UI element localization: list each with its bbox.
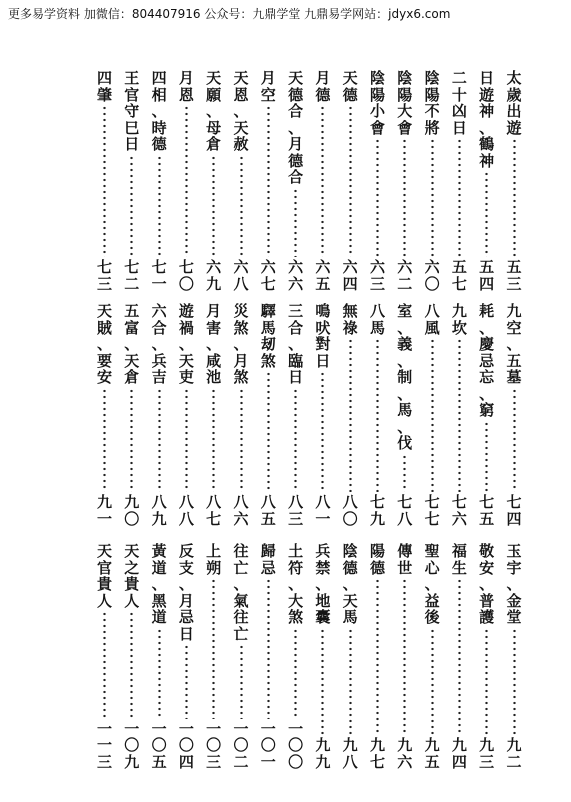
entry-page-number: 六 四	[342, 258, 358, 293]
entry-title: 室 、 義 、 制 、 馬 、 伐	[397, 302, 413, 452]
entry-page-number: 九 二	[506, 736, 522, 771]
toc-entry[interactable]	[94, 303, 116, 527]
toc-entry[interactable]	[476, 303, 498, 527]
toc-entry[interactable]	[339, 303, 361, 527]
entry-title: 三 合 、 臨 日	[288, 302, 304, 386]
dot-leader	[158, 628, 161, 719]
dot-leader	[103, 611, 106, 719]
dot-leader	[349, 628, 352, 736]
entry-title: 日 遊 神 、 鶴 神	[479, 69, 495, 170]
toc-entry[interactable]	[503, 303, 525, 527]
entry-page-number: 八 〇	[342, 493, 358, 528]
entry-page-number: 一 〇 一	[260, 719, 276, 771]
toc-entry[interactable]	[203, 70, 225, 292]
toc-entry[interactable]	[203, 303, 225, 527]
dot-leader	[321, 628, 324, 736]
dot-leader	[212, 578, 215, 719]
entry-title: 天 德	[342, 69, 358, 104]
dot-leader	[513, 388, 516, 493]
toc-entry[interactable]	[121, 303, 143, 527]
entry-title: 敬 安 、 普 護	[479, 542, 495, 626]
dot-leader	[513, 628, 516, 736]
entry-title: 遊 禍 、 天 吏	[178, 302, 194, 386]
dot-leader	[431, 138, 434, 257]
entry-page-number: 八 五	[260, 493, 276, 528]
entry-page-number: 九 三	[479, 736, 495, 771]
entry-page-number: 九 一	[96, 493, 112, 528]
toc-entry[interactable]	[175, 70, 197, 292]
entry-title: 四 相 、 時 德	[151, 69, 167, 153]
toc-entry[interactable]	[339, 70, 361, 292]
entry-page-number: 九 五	[424, 736, 440, 771]
entry-title: 聖 心 、 益 後	[424, 542, 440, 626]
dot-leader	[431, 628, 434, 736]
toc-entry[interactable]	[285, 70, 307, 292]
entry-title: 天 恩 、 天 赦	[233, 69, 249, 153]
dot-leader	[130, 611, 133, 719]
entry-title: 無 祿	[342, 302, 358, 337]
entry-page-number: 六 三	[369, 258, 385, 293]
entry-page-number: 六 九	[206, 258, 222, 293]
dot-leader	[130, 388, 133, 493]
toc-entry[interactable]	[476, 70, 498, 292]
toc-entry[interactable]	[257, 70, 279, 292]
toc-entry[interactable]	[448, 543, 470, 770]
entry-page-number: 六 〇	[424, 258, 440, 293]
entry-title: 二 十 凶 日	[451, 69, 467, 137]
entry-page-number: 一 〇 三	[206, 719, 222, 771]
entry-page-number: 七 九	[369, 493, 385, 528]
entry-page-number: 六 五	[315, 258, 331, 293]
toc-entry[interactable]	[94, 70, 116, 292]
dot-leader	[403, 578, 406, 735]
toc-entry[interactable]	[148, 70, 170, 292]
entry-title: 月 害 、 咸 池	[206, 302, 222, 386]
dot-leader	[376, 138, 379, 257]
entry-page-number: 八 九	[151, 493, 167, 528]
dot-leader	[267, 371, 270, 492]
entry-title: 往 亡 、 氣 往 亡	[233, 542, 249, 643]
entry-title: 月 恩	[178, 69, 194, 104]
toc-entry[interactable]	[394, 303, 416, 527]
entry-title: 反 支 、 月 忌 日	[178, 542, 194, 643]
entry-page-number: 七 四	[506, 493, 522, 528]
entry-page-number: 一 〇 二	[233, 719, 249, 771]
entry-title: 玉 宇 、 金 堂	[506, 542, 522, 626]
entry-page-number: 九 〇	[124, 493, 140, 528]
toc-entry[interactable]	[367, 543, 389, 770]
dot-leader	[349, 105, 352, 257]
dot-leader	[431, 338, 434, 492]
entry-title: 兵 禁 、 地 囊	[315, 542, 331, 626]
dot-leader	[240, 388, 243, 493]
toc-entry[interactable]	[394, 543, 416, 770]
entry-page-number: 六 六	[288, 258, 304, 293]
entry-title: 王 官 守 巳 日	[124, 69, 140, 153]
toc-entry[interactable]	[257, 543, 279, 770]
entry-title: 驛 馬 刼 煞	[260, 302, 276, 370]
toc-entry[interactable]	[257, 303, 279, 527]
entry-title: 天 願 、 母 倉	[206, 69, 222, 153]
dot-leader	[294, 188, 297, 258]
toc-entry[interactable]	[230, 70, 252, 292]
dot-leader	[240, 644, 243, 719]
entry-page-number: 七 一	[151, 258, 167, 293]
toc-entry[interactable]	[394, 70, 416, 292]
toc-entry[interactable]	[312, 543, 334, 770]
entry-page-number: 八 八	[178, 493, 194, 528]
entry-title: 天 官 貴 人	[96, 542, 112, 610]
dot-leader	[103, 388, 106, 493]
toc-entry[interactable]	[312, 303, 334, 527]
dot-leader	[321, 105, 324, 257]
toc-entry[interactable]	[121, 70, 143, 292]
entry-title: 災 煞 、 月 煞	[233, 302, 249, 386]
entry-title: 黃 道 、 黑 道	[151, 542, 167, 626]
entry-title: 天 賊 、 要 安	[96, 302, 112, 386]
entry-page-number: 八 三	[288, 493, 304, 528]
entry-page-number: 九 九	[315, 736, 331, 771]
dot-leader	[485, 171, 488, 257]
entry-page-number: 五 三	[506, 258, 522, 293]
entry-title: 九 空 、 五 墓	[506, 302, 522, 386]
toc-entry[interactable]	[94, 543, 116, 770]
entry-page-number: 七 二	[124, 258, 140, 293]
toc-entry[interactable]	[476, 543, 498, 770]
toc-entry[interactable]	[230, 303, 252, 527]
toc-entry[interactable]	[367, 303, 389, 527]
toc-entry[interactable]	[121, 543, 143, 770]
entry-title: 天 德 合 、 月 德 合	[288, 69, 304, 186]
entry-title: 八 馬	[369, 302, 385, 337]
entry-title: 四 肇	[96, 69, 112, 104]
dot-leader	[458, 338, 461, 492]
toc-entry[interactable]	[312, 70, 334, 292]
entry-page-number: 九 六	[397, 736, 413, 771]
entry-title: 天 之 貴 人	[124, 542, 140, 610]
toc-entry[interactable]	[285, 303, 307, 527]
dot-leader	[185, 644, 188, 719]
entry-page-number: 八 六	[233, 493, 249, 528]
entry-page-number: 九 八	[342, 736, 358, 771]
entry-title: 五 富 、 天 倉	[124, 302, 140, 386]
toc-entry[interactable]	[448, 70, 470, 292]
toc-entry[interactable]	[503, 543, 525, 770]
toc-entry[interactable]	[503, 70, 525, 292]
dot-leader	[158, 155, 161, 258]
dot-leader	[267, 105, 270, 257]
toc-entry[interactable]	[421, 303, 443, 527]
entry-title: 陽 德	[369, 542, 385, 577]
entry-title: 八 風	[424, 302, 440, 337]
entry-page-number: 七 〇	[178, 258, 194, 293]
dot-leader	[240, 155, 243, 258]
entry-page-number: 五 七	[451, 258, 467, 293]
dot-leader	[513, 138, 516, 257]
entry-title: 福 生	[451, 542, 467, 577]
entry-page-number: 六 二	[397, 258, 413, 293]
entry-page-number: 七 六	[451, 493, 467, 528]
entry-page-number: 八 七	[206, 493, 222, 528]
entry-title: 陰 陽 小 會	[369, 69, 385, 137]
entry-page-number: 七 三	[96, 258, 112, 293]
entry-title: 上 朔	[206, 542, 222, 577]
entry-page-number: 一 〇 九	[124, 719, 140, 771]
entry-title: 陰 陽 不 將	[424, 69, 440, 137]
toc-entry[interactable]	[367, 70, 389, 292]
dot-leader	[185, 388, 188, 493]
dot-leader	[212, 155, 215, 258]
dot-leader	[403, 454, 406, 493]
entry-title: 陰 德 、 天 馬	[342, 542, 358, 626]
entry-page-number: 六 八	[233, 258, 249, 293]
entry-page-number: 六 七	[260, 258, 276, 293]
entry-title: 九 坎	[451, 302, 467, 337]
dot-leader	[267, 578, 270, 719]
entry-page-number: 九 四	[451, 736, 467, 771]
dot-leader	[485, 421, 488, 493]
toc-entry[interactable]	[421, 543, 443, 770]
dot-leader	[103, 105, 106, 257]
dot-leader	[376, 578, 379, 735]
toc-entry[interactable]	[203, 543, 225, 770]
entry-title: 月 空	[260, 69, 276, 104]
entry-title: 六 合 、 兵 吉	[151, 302, 167, 386]
entry-page-number: 七 五	[479, 493, 495, 528]
entry-page-number: 一 〇 〇	[288, 719, 304, 771]
entry-page-number: 九 七	[369, 736, 385, 771]
dot-leader	[294, 628, 297, 719]
dot-leader	[130, 155, 133, 258]
entry-page-number: 一 一 三	[96, 719, 112, 771]
entry-title: 傳 世	[397, 542, 413, 577]
dot-leader	[458, 578, 461, 735]
dot-leader	[158, 388, 161, 493]
entry-title: 耗 、 慶 忌 忘 、 窮	[479, 302, 495, 419]
entry-title: 月 德	[315, 69, 331, 104]
entry-title: 陰 陽 大 會	[397, 69, 413, 137]
dot-leader	[403, 138, 406, 257]
dot-leader	[376, 338, 379, 492]
dot-leader	[458, 138, 461, 257]
dot-leader	[321, 371, 324, 492]
entry-page-number: 五 四	[479, 258, 495, 293]
toc-entry[interactable]	[175, 543, 197, 770]
toc-entry[interactable]	[148, 543, 170, 770]
toc-entry[interactable]	[339, 543, 361, 770]
dot-leader	[349, 338, 352, 492]
toc-entry[interactable]	[285, 543, 307, 770]
entry-title: 太 歲 出 遊	[506, 69, 522, 137]
toc-entry[interactable]	[448, 303, 470, 527]
entry-page-number: 七 八	[397, 493, 413, 528]
entry-title: 歸 忌	[260, 542, 276, 577]
entry-title: 土 符 、 大 煞	[288, 542, 304, 626]
entry-page-number: 一 〇 五	[151, 719, 167, 771]
toc-entry[interactable]	[230, 543, 252, 770]
dot-leader	[212, 388, 215, 493]
entry-page-number: 八 一	[315, 493, 331, 528]
dot-leader	[294, 388, 297, 493]
entry-page-number: 七 七	[424, 493, 440, 528]
dot-leader	[185, 105, 188, 257]
entry-title: 鳴 吠 對 日	[315, 302, 331, 370]
watermark-header: 更多易学资料 加微信：804407916 公众号：九鼎学堂 九鼎易学网站：jdyx6.com	[8, 7, 451, 21]
dot-leader	[485, 628, 488, 736]
entry-page-number: 一 〇 四	[178, 719, 194, 771]
toc-entry[interactable]	[175, 303, 197, 527]
toc-entry[interactable]	[148, 303, 170, 527]
toc-entry[interactable]	[421, 70, 443, 292]
